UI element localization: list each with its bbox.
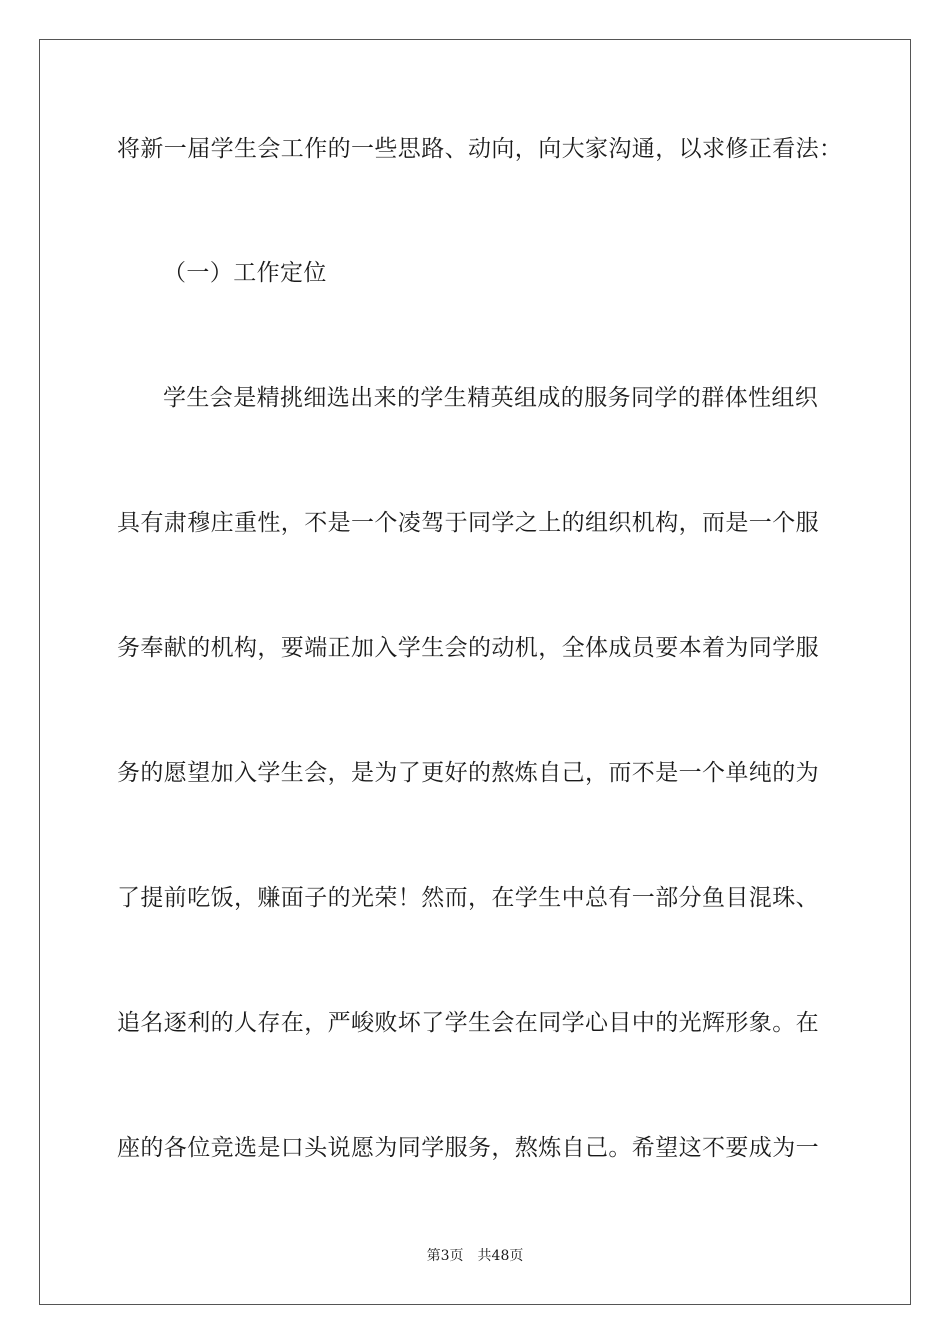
body-line-6: 了提前吃饭，赚面子的光荣！然而，在学生中总有一部分鱼目混珠、 bbox=[117, 885, 819, 911]
page-frame bbox=[39, 39, 911, 1305]
body-line-8: 座的各位竞选是口头说愿为同学服务，熬炼自己。希望这不要成为一 bbox=[117, 1135, 819, 1161]
body-line-3: 具有肃穆庄重性，不是一个凌驾于同学之上的组织机构，而是一个服 bbox=[117, 510, 819, 536]
section-heading: （一）工作定位 bbox=[163, 260, 327, 286]
page-total: 共48页 bbox=[477, 1248, 524, 1264]
page-number: 第3页 bbox=[426, 1248, 464, 1264]
body-line-2: 学生会是精挑细选出来的学生精英组成的服务同学的群体性组织 bbox=[163, 385, 819, 411]
body-line-5: 务的愿望加入学生会，是为了更好的熬炼自己，而不是一个单纯的为 bbox=[117, 760, 819, 786]
body-line-7: 追名逐利的人存在，严峻败坏了学生会在同学心目中的光辉形象。在 bbox=[117, 1010, 819, 1036]
body-line-1: 将新一届学生会工作的一些思路、动向，向大家沟通，以求修正看法： bbox=[117, 136, 843, 162]
page-footer bbox=[0, 1247, 950, 1265]
body-line-4: 务奉献的机构，要端正加入学生会的动机，全体成员要本着为同学服 bbox=[117, 635, 819, 661]
